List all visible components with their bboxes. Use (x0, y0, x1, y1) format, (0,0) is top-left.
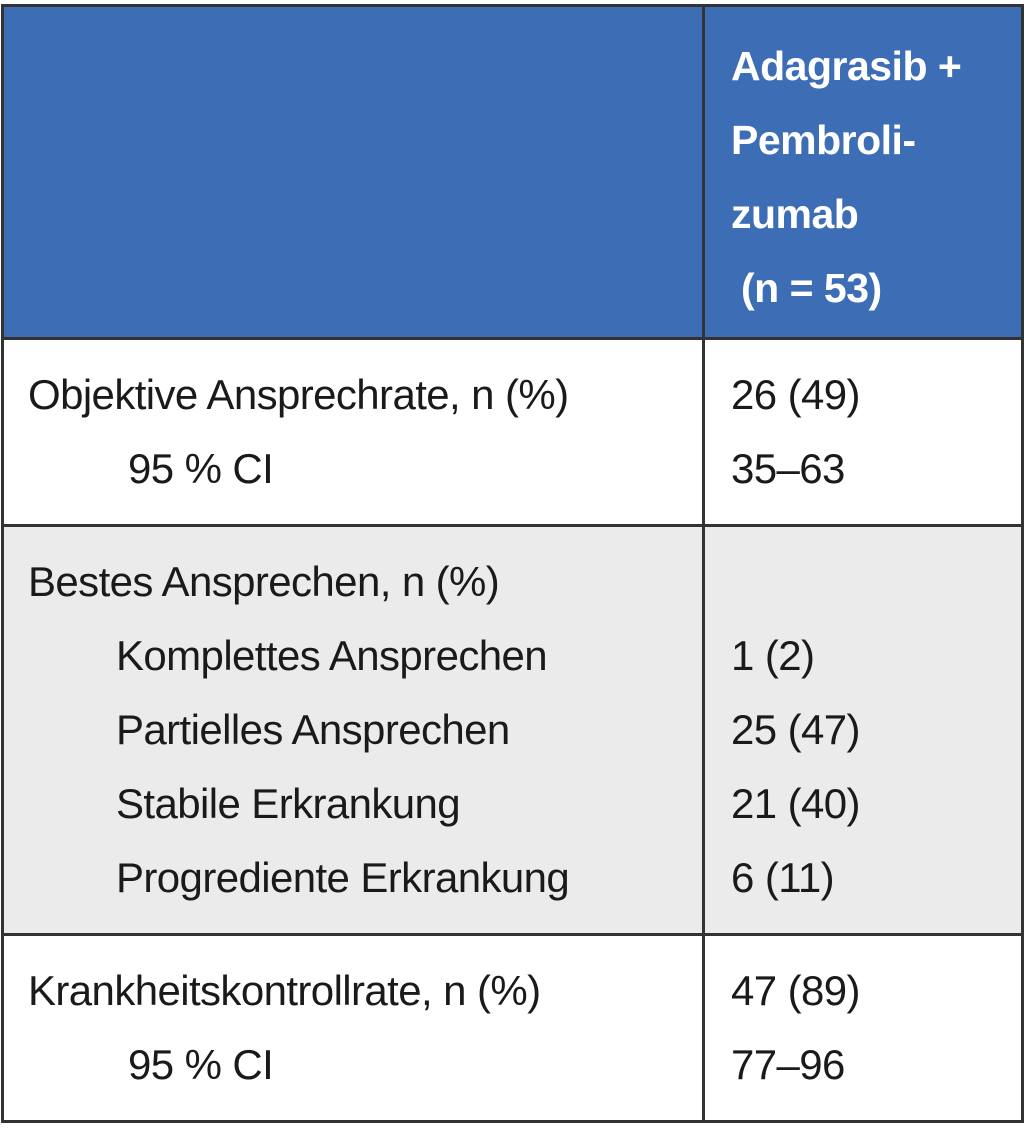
value-cell (704, 339, 1023, 526)
row-subvalue: 77–96 (731, 1041, 845, 1088)
row-value: 47 (89) (731, 967, 860, 1014)
header-sample-size: (n = 53) (741, 265, 882, 311)
label-cell (3, 526, 704, 935)
row-label: Krankheitskontrollrate, n (%) (28, 967, 541, 1014)
row-sublabel: Progrediente Erkrankung (116, 854, 570, 901)
table-header-row (3, 6, 1023, 339)
header-value-cell (704, 6, 1023, 339)
row-label: Objektive Ansprechrate, n (%) (28, 371, 569, 418)
row-value (731, 545, 1021, 619)
header-treatment-title (705, 7, 1021, 325)
table-row-best-response (3, 526, 1023, 935)
row-sublabel: 95 % CI (128, 445, 274, 492)
row-subvalue: 21 (40) (731, 780, 860, 827)
row-sublabel: 95 % CI (128, 1041, 274, 1088)
row-subvalue: 25 (47) (731, 706, 860, 753)
row-subvalue: 1 (2) (731, 632, 815, 679)
row-sublabel: Komplettes Ansprechen (116, 632, 548, 679)
row-label: Bestes Ansprechen, n (%) (28, 558, 500, 605)
response-table (1, 4, 1024, 1123)
header-line-3: zumab (731, 191, 859, 237)
header-label-cell (3, 6, 704, 339)
header-line-1: Adagrasib + (731, 43, 962, 89)
row-sublabel: Stabile Erkrankung (116, 780, 461, 827)
row-sublabel: Partielles Ansprechen (116, 706, 510, 753)
table-row-objective-response (3, 339, 1023, 526)
table-row-disease-control (3, 935, 1023, 1122)
value-cell (704, 935, 1023, 1122)
label-cell (3, 935, 704, 1122)
row-subvalue: 6 (11) (731, 854, 834, 901)
row-subvalue: 35–63 (731, 445, 845, 492)
label-cell (3, 339, 704, 526)
row-value: 26 (49) (731, 371, 860, 418)
value-cell (704, 526, 1023, 935)
header-line-2: Pembroli- (731, 117, 916, 163)
